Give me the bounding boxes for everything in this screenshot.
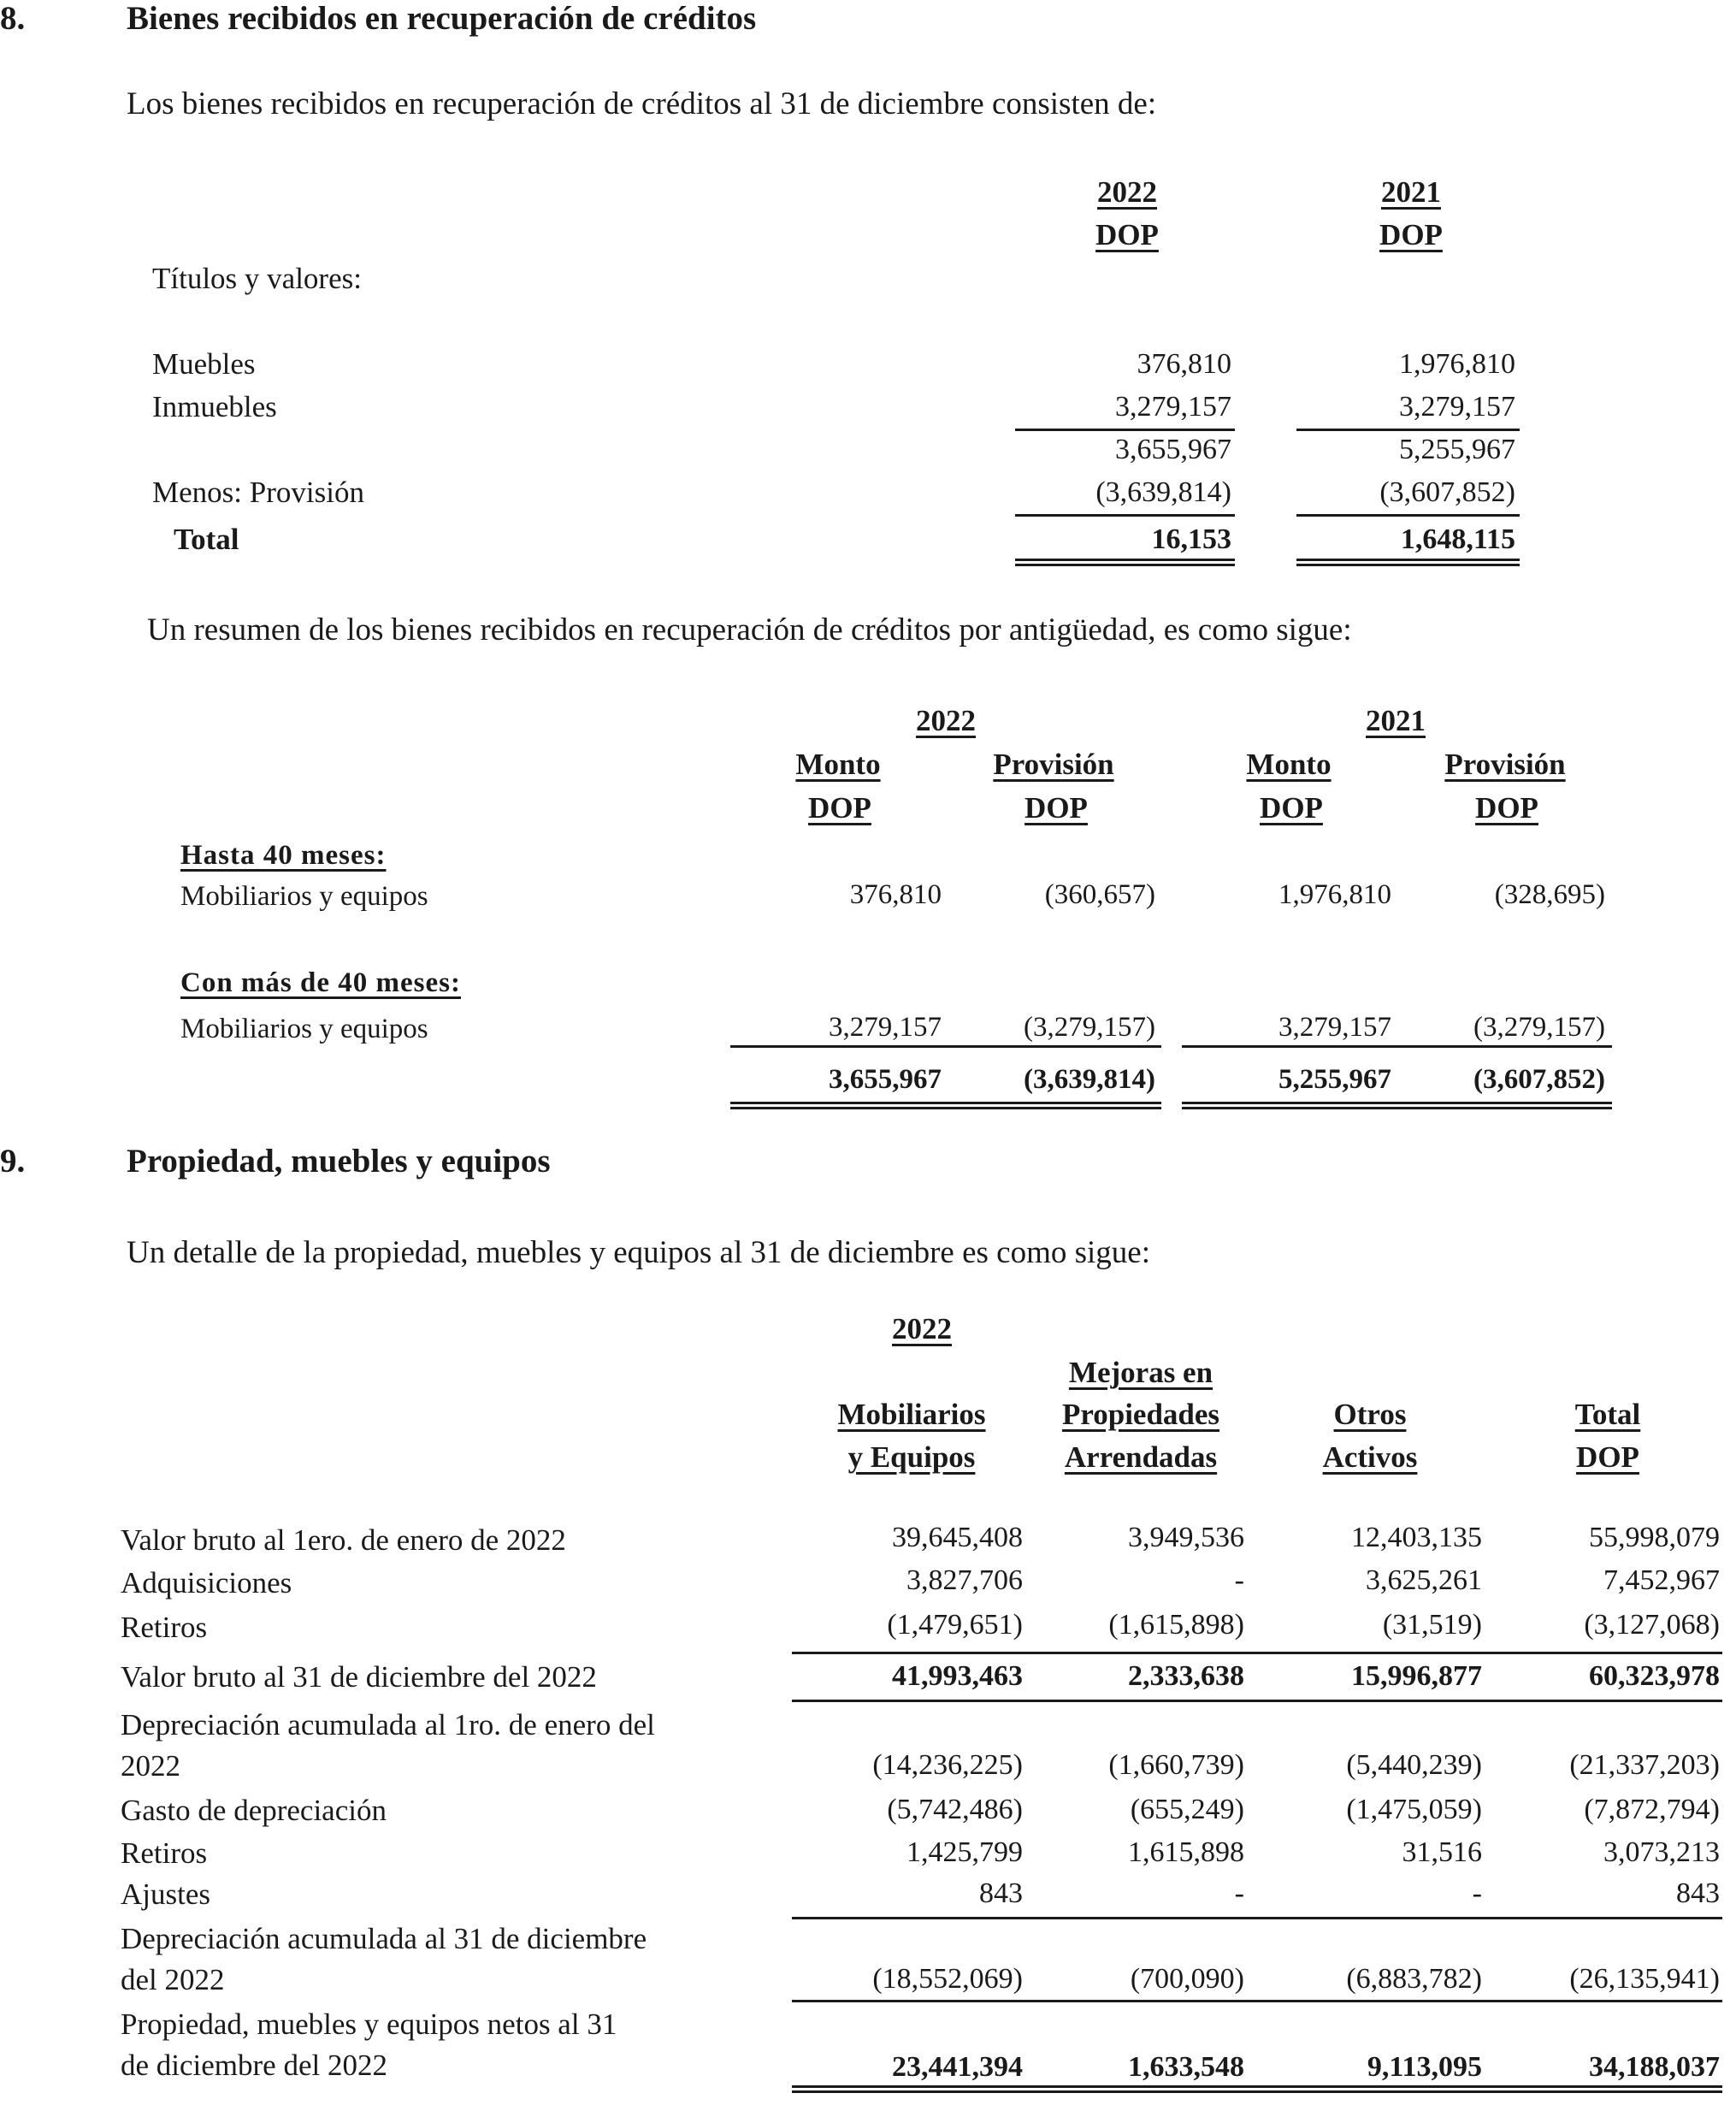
cell-value: 5,255,967 (1399, 434, 1515, 465)
column-header-currency: DOP (1475, 791, 1538, 825)
cell-value: (31,519) (1382, 1609, 1482, 1641)
column-header-provision: Provisión (993, 748, 1114, 781)
cell-value: (3,639,814) (1095, 476, 1231, 508)
cell-value: 3,073,213 (1603, 1836, 1720, 1868)
column-header-year: 2021 (1366, 704, 1426, 737)
cell-value: (18,552,069) (872, 1963, 1023, 1995)
cell-value: 1,425,799 (906, 1836, 1023, 1868)
double-underline (1015, 559, 1235, 566)
cell-value: - (1234, 1877, 1244, 1909)
column-header: Activos (1322, 1440, 1418, 1474)
row-label: Mobiliarios y equipos (180, 1014, 428, 1044)
cell-value: 2,333,638 (1128, 1660, 1244, 1692)
cell-value: 3,279,157 (1115, 391, 1231, 423)
cell-value: 9,113,095 (1367, 2051, 1482, 2083)
row-label: Retiros (121, 1611, 208, 1644)
section-number: 8. (0, 0, 26, 37)
column-header: y Equipos (847, 1440, 976, 1474)
row-label: Depreciación acumulada al 1ro. de enero del (121, 1708, 655, 1741)
double-underline (730, 1102, 1161, 1109)
double-underline (1182, 1102, 1612, 1109)
cell-value: (5,440,239) (1346, 1749, 1482, 1781)
cell-value: (3,607,852) (1379, 476, 1515, 508)
subtotal-line (1015, 429, 1235, 431)
cell-value: 12,403,135 (1351, 1522, 1482, 1553)
cell-value: (360,657) (1044, 879, 1155, 910)
column-header-year: 2022 (892, 1312, 952, 1345)
cell-value: 3,279,157 (1278, 1012, 1391, 1043)
cell-value: (21,337,203) (1569, 1749, 1720, 1781)
rule-line (792, 1700, 1722, 1702)
cell-value: (700,090) (1130, 1963, 1244, 1995)
row-label: Depreciación acumulada al 31 de diciembre (121, 1922, 647, 1955)
group-label: Títulos y valores: (152, 262, 362, 295)
section-title: Bienes recibidos en recuperación de créditos (127, 0, 757, 37)
column-header: DOP (1576, 1440, 1639, 1474)
cell-value: - (1234, 1564, 1244, 1596)
total-value: 1,648,115 (1400, 523, 1515, 555)
group-title: Con más de 40 meses: (180, 967, 461, 998)
cell-value: (3,279,157) (1024, 1012, 1155, 1043)
column-header-currency: DOP (1095, 218, 1159, 251)
column-header-currency: DOP (1024, 791, 1088, 825)
column-header: Total (1574, 1398, 1641, 1431)
cell-value: 3,279,157 (829, 1012, 942, 1043)
column-header: Mobiliarios (837, 1398, 986, 1431)
cell-value: - (1472, 1877, 1482, 1909)
row-label: 2022 (121, 1749, 180, 1783)
cell-value: (5,742,486) (887, 1794, 1023, 1825)
total-line (1296, 514, 1520, 517)
row-label: Inmuebles (152, 390, 277, 423)
cell-value: (1,475,059) (1346, 1794, 1482, 1825)
cell-value: 41,993,463 (892, 1660, 1023, 1692)
rule-line (792, 2000, 1722, 2002)
cell-value: 1,976,810 (1278, 879, 1391, 910)
column-header-provision: Provisión (1444, 748, 1566, 781)
cell-value: 1,633,548 (1128, 2051, 1244, 2083)
cell-value: 843 (979, 1877, 1023, 1909)
row-label: Gasto de depreciación (121, 1794, 387, 1827)
row-label: de diciembre del 2022 (121, 2049, 387, 2082)
column-header-currency: DOP (1379, 218, 1443, 251)
column-header-currency: DOP (1260, 791, 1323, 825)
cell-value: 843 (1676, 1877, 1720, 1909)
column-header-monto: Monto (795, 748, 881, 781)
cell-value: 60,323,978 (1589, 1660, 1720, 1692)
cell-value: 23,441,394 (892, 2051, 1023, 2083)
cell-value: (26,135,941) (1569, 1963, 1720, 1995)
cell-value: (1,660,739) (1108, 1749, 1244, 1781)
rule-line (792, 1652, 1722, 1654)
cell-value: 3,279,157 (1399, 391, 1515, 423)
cell-value: (3,279,157) (1473, 1012, 1605, 1043)
summary-paragraph: Un resumen de los bienes recibidos en recuperación de créditos por antigüedad, es como sigue: (147, 612, 1352, 647)
total-value: (3,607,852) (1473, 1064, 1605, 1095)
column-header: Propiedades (1061, 1398, 1220, 1431)
row-label: Valor bruto al 31 de diciembre del 2022 (121, 1660, 597, 1694)
cell-value: 7,452,967 (1603, 1564, 1720, 1596)
total-value: (3,639,814) (1024, 1064, 1155, 1095)
cell-value: (14,236,225) (872, 1749, 1023, 1781)
total-value: 5,255,967 (1278, 1064, 1391, 1095)
row-label: Retiros (121, 1836, 208, 1870)
section-title: Propiedad, muebles y equipos (127, 1143, 551, 1180)
cell-value: 55,998,079 (1589, 1522, 1720, 1553)
column-header-year: 2021 (1381, 175, 1441, 209)
total-value: 16,153 (1151, 523, 1231, 555)
total-label: Total (174, 523, 239, 556)
cell-value: 3,625,261 (1366, 1564, 1482, 1596)
cell-value: 3,827,706 (906, 1564, 1023, 1596)
rule-line (792, 1917, 1722, 1919)
cell-value: 376,810 (1137, 348, 1231, 380)
column-header: Arrendadas (1064, 1440, 1218, 1474)
cell-value: 34,188,037 (1589, 2051, 1720, 2083)
section-number: 9. (0, 1143, 26, 1180)
column-header: Otros (1333, 1398, 1407, 1431)
cell-value: 3,655,967 (1115, 434, 1231, 465)
row-label: del 2022 (121, 1963, 225, 1996)
row-label: Menos: Provisión (152, 476, 364, 509)
cell-value: (6,883,782) (1346, 1963, 1482, 1995)
column-header: Mejoras en (1068, 1356, 1213, 1389)
subtotal-line (1182, 1045, 1612, 1048)
cell-value: 376,810 (849, 879, 942, 910)
row-label: Muebles (152, 347, 256, 381)
group-title: Hasta 40 meses: (180, 840, 387, 871)
subtotal-line (730, 1045, 1161, 1048)
cell-value: (655,249) (1130, 1794, 1244, 1825)
cell-value: 3,949,536 (1128, 1522, 1244, 1553)
row-label: Ajustes (121, 1877, 210, 1911)
subtotal-line (1296, 429, 1520, 431)
double-underline (1296, 559, 1520, 566)
cell-value: 39,645,408 (892, 1522, 1023, 1553)
cell-value: (1,479,651) (887, 1609, 1023, 1641)
column-header-year: 2022 (916, 704, 976, 737)
cell-value: (328,695) (1494, 879, 1605, 910)
cell-value: (7,872,794) (1584, 1794, 1720, 1825)
column-header-monto: Monto (1246, 748, 1332, 781)
column-header-year: 2022 (1097, 175, 1157, 209)
cell-value: 31,516 (1402, 1836, 1482, 1868)
total-value: 3,655,967 (829, 1064, 942, 1095)
cell-value: 1,976,810 (1399, 348, 1515, 380)
total-line (1015, 514, 1235, 517)
cell-value: 15,996,877 (1351, 1660, 1482, 1692)
intro-paragraph: Los bienes recibidos en recuperación de créditos al 31 de diciembre consisten de: (127, 86, 1157, 121)
row-label: Adquisiciones (121, 1566, 292, 1599)
column-header-currency: DOP (808, 791, 871, 825)
cell-value: (3,127,068) (1584, 1609, 1720, 1641)
row-label: Valor bruto al 1ero. de enero de 2022 (121, 1523, 566, 1557)
cell-value: 1,615,898 (1128, 1836, 1244, 1868)
row-label: Propiedad, muebles y equipos netos al 31 (121, 2007, 617, 2041)
intro-paragraph: Un detalle de la propiedad, muebles y equipos al 31 de diciembre es como sigue: (127, 1235, 1151, 1270)
row-label: Mobiliarios y equipos (180, 881, 428, 912)
double-underline (792, 2085, 1722, 2093)
cell-value: (1,615,898) (1108, 1609, 1244, 1641)
